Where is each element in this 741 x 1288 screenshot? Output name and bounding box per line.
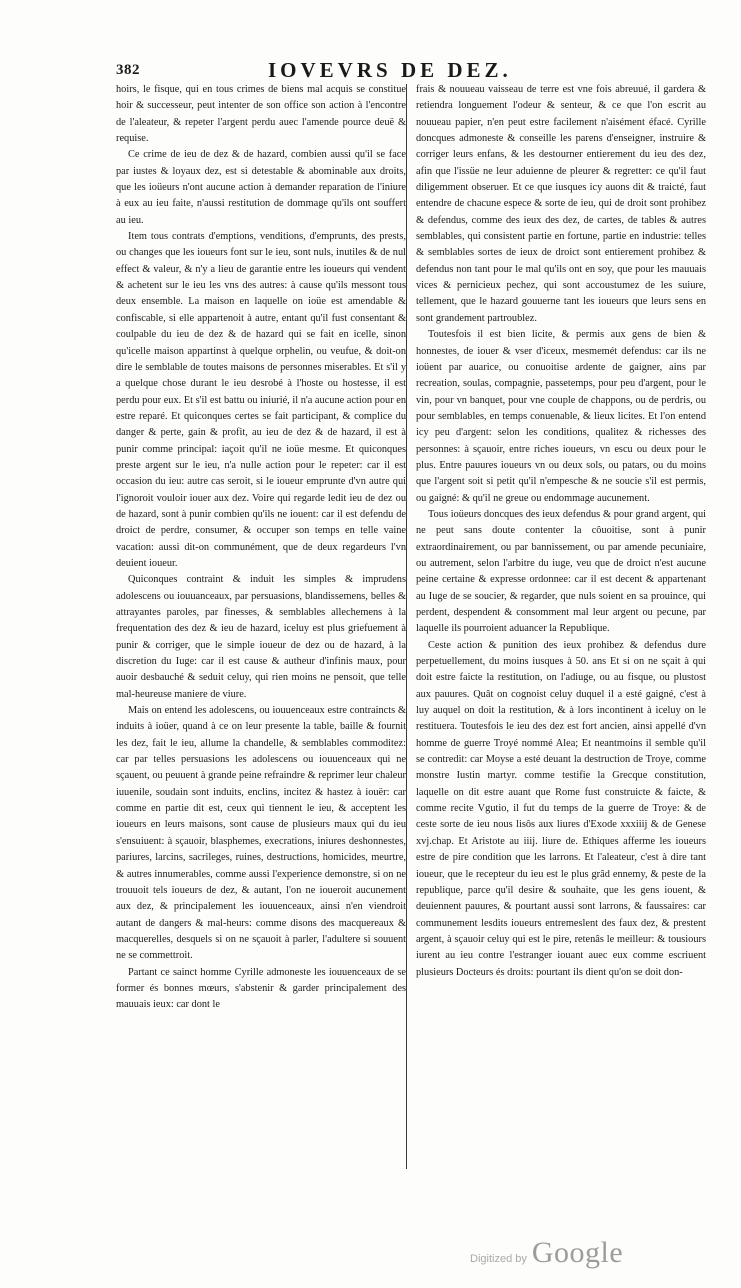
right-column [416, 82, 706, 981]
running-title: IOVEVRS DE DEZ. [268, 58, 512, 82]
paragraph: Mais on entend les adolescens, ou iouuenceaux estre contraincts & induits à ioüer, quand à ce on leur presente la table, baille & fournit les dez, fait le ieu, allume la chandelle, & semblables commoditez: car par telles persuasions les adolescens ou iouuenceaux qui ne sçauent, ou peuuent à grande peine refraindre & reprimer leur chaleur iuuenile, soudain sont induits, enclins, incitez & hastez à iouër: car comme en partie dit est, ceux qui tiennent le ieu, & acceptent les ioueurs en leurs maisons, sont cause de plusieurs maux qui du ieu s'ensuiuent: à sçauoir, blasphemes, execrations, iniures deshonnestes, pariures, larcins, sacrileges, ruines, destructions, homicides, meurtre, & autres innumerables, comme aussi l'experience demonstre, si on ne trouuoit tels ioueurs de dez, & autant, l'on ne ioueroit aucunement aux dez, & principalement les iouuenceaux, ainsi n'en viendroit autant de dangers & mal-heurs: comme disons des macquereaux & macquerelles, desquels si on ne sçauoit à parler, l'adultere si souuent ne se commettroit. [116, 705, 406, 962]
paragraph: Ceste action & punition des ieux prohibez & defendus dure perpetuellement, du moins iusques à 50. ans Et si on ne sçait à qui doit estre faicte la restitution, on l'adiuge, ou au fisque, ou plustost aux pauures. Quât on cognoist celuy duquel il a esté gaigné, c'est à luy auquel on doit la restitution, & à lors incontinent à iceluy on le restituera. Toutesfois le ieu des dez est fort ancien, ainsi appellé d'vn homme de guerre Troyé nommé Alea; Et neantmoins il semble qu'il se contredit: car Moyse a esté deuant la destruction de Troye, comme monstre Iustin martyr. comme testifie la Grecque constitution, laquelle on dit estre auant que Rome fust construicte & faicte, & comme recite Vgutio, il fut du temps de la guerre de Troye: & de ceste sorte de ieu nous lisôs aux liures d'Exode xxxiiij & de Genese xvj.chap. Et Aristote au iiij. liure de. Ethiques afferme les ioueurs estre de pire condition que les larrons. Et l'aleateur, c'est à dire tant ioueur, que le recepteur du ieu est le plus grâd ennemy, & peste de la republique, parce qu'il desire & souhaite, que les gens iouent, & deuiennent pauures, & pourtant aussi sont larrons, & faussaires: car communement lesdits ioueurs entremeslent des faux dez, & prestent argent, à sçauoir celuy qui est le pire, retenâs le meilleur: & tousiours iurent au ieu contre l'estranger iouant auec eux comme escriuent plusieurs Docteurs és droits: pourtant ils dient qu'on se doit don- [416, 639, 706, 978]
google-logo: Google [531, 1236, 624, 1269]
paragraph: Tous ioüeurs doncques des ieux defendus & pour grand argent, qui ne peut sans doute contenter la côuoitise, sont à punir extraordinairement, ou par bannissement, ou par amende pecuniaire, ou autrement, selon l'arbitre du iuge, veu que de droict n'est aucune peine certaine & expresse ordonnee: car il est decent & appartenant au Iuge de se soucier, & regarder, que nuls soient en sa prouince, qui perdent, despendent & consomment mal leur argent ou pecune, par laquelle ils pourroient aduancer la Republique. [416, 508, 706, 635]
paragraph: frais & nouueau vaisseau de terre est vne fois abreuué, il gardera & retiendra longuement l'odeur & senteur, & ce que l'on escrit au nouueau papier, n'en peut estre facilement n'aisément éfacé. Cyrille doncques admoneste & conseille les parens d'enseigner, instruire & corriger leurs enfans, & les destourner entierement du ieu des dez, afin que l'issüe ne leur aduienne de pleurer & regretter: ce qu'il faut diligemment obseruer. Et ce que iusques icy auons dit & traicté, faut entendre de chacune espece & sorte de ieu, qui de droit sont prohibez & defendus, comme des ieux des dez, de cartes, de tables & autres semblables, qui consistent partie en fortune, partie en industrie: telles & semblables sortes de ieux de droict sont entierement prohibez & defendus non tant pour le mal qu'ils ont en soy, que pour les mauuais vices & pernicieux pechez, qui sont accoustumez de les suiure, tellement, que le hazard gouuerne tant les ioueurs que leurs sens en sont grandement partroublez. [416, 84, 706, 324]
digitized-watermark [470, 1236, 623, 1270]
paragraph: Partant ce sainct homme Cyrille admoneste les iouuenceaux de se former és bonnes mœurs, s'abstenir & garder principalement des mauuais ieux: car dont le [116, 966, 406, 1011]
column-divider [406, 84, 407, 1169]
paragraph: Toutesfois il est bien licite, & permis aux gens de bien & honnestes, de iouer & vser d'iceux, mesmemét defendus: car ils ne ioüent par auarice, ou conuoitise ardente de gaigner, ains par recreation, soulas, compagnie, passetemps, pour peu d'argent, pour le vin, pour vn banquet, pour vne couple de chappons, ou de perdris, ou pour semblables, en temps conuenable, & lieux licites. Et l'on entend icy peu d'argent: selon les conditions, qualitez & richesses des personnes: à sçauoir, entre riches ioueurs, vn escu ou deux pour le plus. Entre pauures ioueurs vn ou deux sols, ou patars, ou du moins que l'argent soit si petit qu'il n'empesche & ne soucie s'il est permis, ou gaigné: & qu'il ne greue ou endommage aucunement. [416, 329, 706, 504]
page-number: 382 [116, 62, 140, 78]
paragraph: Quiconques contraint & induit les simples & imprudens adolescens ou iouuanceaux, par persuasions, blandissemens, belles & attrayantes paroles, par finesses, & semblables allechemens à la frequentation des dez & ieu de hazard, iceluy est plus griefuement à punir & corriger, que le simple ioueur de dez ou de hazard, à la discretion du Iuge: car il est cause & autheur d'infinis maux, pour auoir desbauché & seduit celuy, qui rien moins ne pensoit, que telle mal-heureuse maniere de viure. [116, 574, 406, 700]
watermark-prefix: Digitized by [470, 1253, 527, 1265]
paragraph: hoirs, le fisque, qui en tous crimes de biens mal acquis se constitue hoir & successeur, peut intenter de son office son action à l'encontre de l'aleateur, & repeter l'argent perdu auec l'amende pource deuë & requise. [116, 84, 406, 145]
left-column [116, 82, 406, 1014]
paragraph: Ce crime de ieu de dez & de hazard, combien aussi qu'il se face par iustes & loyaux dez, est si detestable & abominable aux droits, que les ioüeurs n'ont aucune action à demander reparation de l'iniure à eux au ieu faite, n'aussi restitution de dommage qu'ils ont souffert au ieu. [116, 149, 406, 226]
paragraph: Item tous contrats d'emptions, venditions, d'emprunts, des prests, ou changes que les ioueurs font sur le ieu, sont nuls, inutiles & de nul effect & valeur, & n'y a lieu de garantie entre les ioueurs qui vendent & achetent sur le ieu les vns des autres: à cause qu'ils messont tous deux ensemble. La maison en laquelle on ioüe est amendable & confiscable, si elle appartenoit à autre, entant qu'il fust consentant & coulpable du ieu de dez & de hazard qui se fait en icelle, sinon qu'icelle maison appartinst à quelque orphelin, ou veufue, & doit-on dire le semblable de toutes maisons de personnes miserables. Et s'il y a quelque chose durant le ieu desrobé à l'hoste ou hostesse, il est perdu pour eux. Et s'il est battu ou iniurié, il n'a aucune action pour en estre reparé. Et quiconques certes se fait participant, & complice du danger & perte, gain & profit, au ieu de dez & de hazard, il est à punir comme principal: iaçoit qu'il ne ioüe mesme. Et quiconques preste argent sur le ieu, n'a nulle action pour le repeter: car il est occasion du ieu: autre cas seroit, si le ioueur emprunte d'vn autre qui l'ignoroit vouloir iouer aux dez. Voire qui regarde ledit ieu de dez ou de hazard, sont à punir combien qu'ils ne iouent: car il est defendu de droict de perdre, consumer, & occuper son temps en telle vaine vacation: aussi dit-on communément, que de deux regardeurs l'vn deuient ioueur. [116, 231, 406, 569]
